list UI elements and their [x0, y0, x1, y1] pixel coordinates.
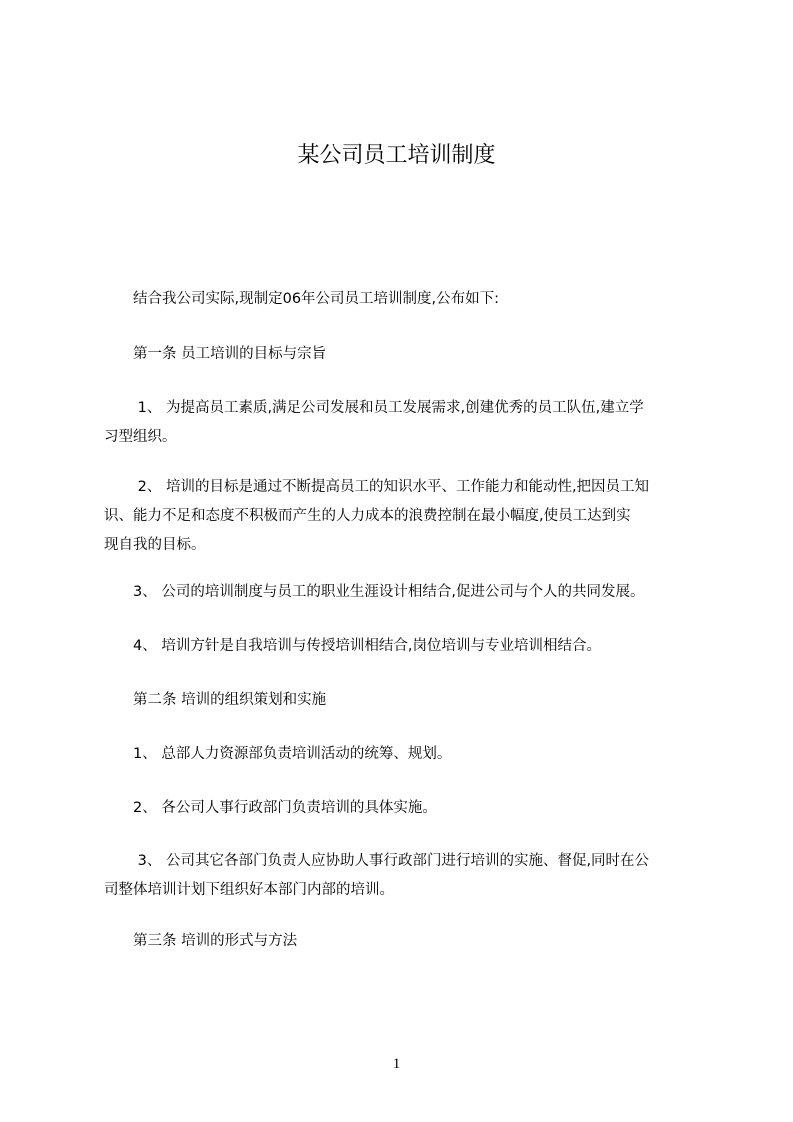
document-title: 某公司员工培训制度: [297, 143, 496, 168]
page-number: 1: [392, 1056, 401, 1072]
text-line: 司整体培训计划下组织好本部门内部的培训。: [104, 882, 394, 898]
paragraph-article-2-item-1: [104, 740, 714, 769]
section-heading-article-2: [104, 686, 714, 715]
text-line: 3、 公司其它各部门负责人应协助人事行政部门进行培训的实施、督促,同时在公: [104, 853, 650, 869]
text-line: 现自我的目标。: [104, 537, 206, 553]
paragraph-article-1-item-2: [104, 473, 714, 560]
paragraph-intro: [104, 285, 714, 314]
section-heading-article-3: [104, 927, 714, 956]
text-line: 识、能力不足和态度不积极而产生的人力成本的浪费控制在最小幅度,使员工达到实: [104, 508, 631, 524]
text-line: 3、 公司的培训制度与员工的职业生涯设计相结合,促进公司与个人的共同发展。: [104, 584, 645, 600]
text-line: 第三条 培训的形式与方法: [104, 933, 298, 949]
text-line: 结合我公司实际,现制定06年公司员工培训制度,公布如下:: [104, 291, 500, 307]
paragraph-article-2-item-2: [104, 794, 714, 823]
text-line: 1、 总部人力资源部负责培训活动的统筹、规划。: [104, 746, 452, 762]
text-line: 4、 培训方针是自我培训与传授培训相结合,岗位培训与专业培训相结合。: [104, 638, 601, 654]
text-line: 第二条 培训的组织策划和实施: [104, 692, 327, 708]
paragraph-article-1-item-4: [104, 632, 714, 661]
text-line: 习型组织。: [104, 429, 177, 445]
text-line: 2、 各公司人事行政部门负责培训的具体实施。: [104, 800, 437, 816]
text-line: 第一条 员工培训的目标与宗旨: [104, 346, 327, 362]
paragraph-article-1-item-1: [104, 394, 714, 452]
text-line: 2、 培训的目标是通过不断提高员工的知识水平、工作能力和能动性,把因员工知: [104, 479, 650, 495]
paragraph-article-2-item-3: [104, 847, 714, 905]
paragraph-article-1-item-3: [104, 578, 714, 607]
text-line: 1、 为提高员工素质,满足公司发展和员工发展需求,创建优秀的员工队伍,建立学: [104, 400, 644, 416]
section-heading-article-1: [104, 340, 714, 369]
